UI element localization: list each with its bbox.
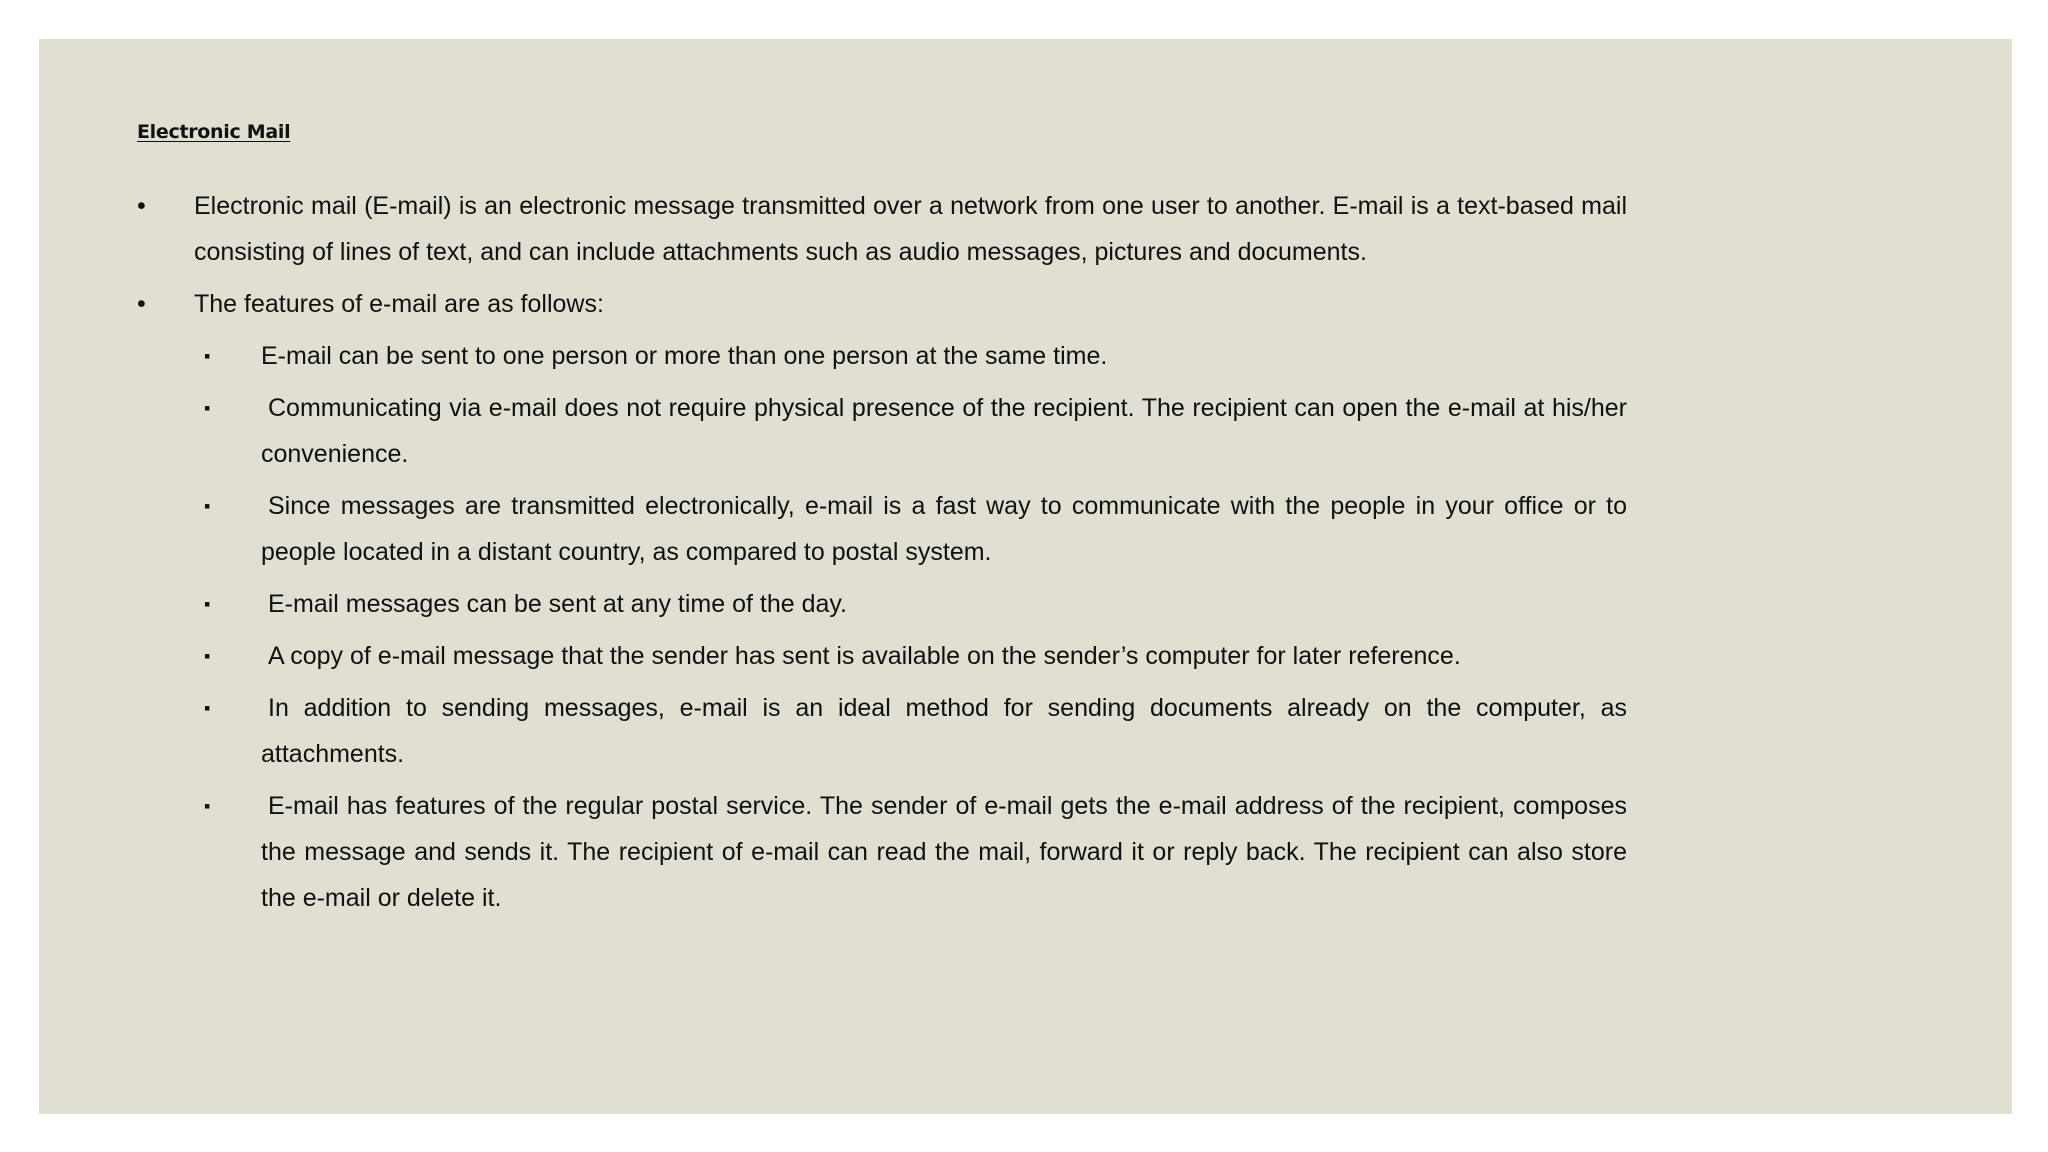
sub-bullet-item [204, 685, 1627, 777]
sub-bullet-item [204, 385, 1627, 477]
sub-bullet-item [204, 783, 1627, 921]
sub-bullet-marker: ▪ [204, 698, 211, 718]
sub-bullet-text: In addition to sending messages, e-mail is an ideal method for sending documents already on the computer, as attachments. [261, 694, 1627, 768]
sub-bullet-text: E-mail messages can be sent at any time of the day. [268, 590, 847, 618]
sub-bullet-text: E-mail can be sent to one person or more than one person at the same time. [261, 342, 1108, 370]
sub-bullet-item [204, 633, 1627, 679]
slide-title: Electronic Mail [137, 121, 291, 143]
sub-bullet-text: E-mail has features of the regular postal service. The sender of e-mail gets the e-mail address of the recipient, composes the message and sends it. The recipient of e-mail can read the mail, forward it or reply back. The recipient can also store the e-mail or delete it. [261, 792, 1627, 912]
sub-bullet-text: A copy of e-mail message that the sender has sent is available on the sender’s computer for later reference. [268, 642, 1461, 670]
sub-bullet-item [204, 483, 1627, 575]
slide [39, 39, 2012, 1114]
bullet-text: Electronic mail (E-mail) is an electronic message transmitted over a network from one user to another. E-mail is a text-based mail consisting of lines of text, and can include attachments such as audio messages, pictures and documents. [194, 192, 1627, 266]
bullet-item [137, 281, 1627, 327]
sub-bullet-marker: ▪ [204, 346, 211, 366]
sub-bullet-marker: ▪ [204, 796, 211, 816]
sub-bullet-marker: ▪ [204, 398, 211, 418]
sub-bullet-marker: ▪ [204, 496, 211, 516]
sub-bullet-marker: ▪ [204, 646, 211, 666]
sub-bullet-text: Communicating via e-mail does not require physical presence of the recipient. The recipient can open the e-mail at his/her convenience. [261, 394, 1627, 468]
sub-bullet-item [204, 333, 1627, 379]
bullet-text: The features of e-mail are as follows: [194, 290, 604, 318]
bullet-marker: • [137, 290, 146, 318]
sub-bullet-text: Since messages are transmitted electronically, e-mail is a fast way to communicate with the people in your office or to people located in a distant country, as compared to postal system. [261, 492, 1627, 566]
bullet-item [137, 183, 1627, 275]
bullet-marker: • [137, 192, 146, 220]
slide-content [137, 183, 1627, 927]
sub-bullet-item [204, 581, 1627, 627]
sub-bullet-marker: ▪ [204, 594, 211, 614]
